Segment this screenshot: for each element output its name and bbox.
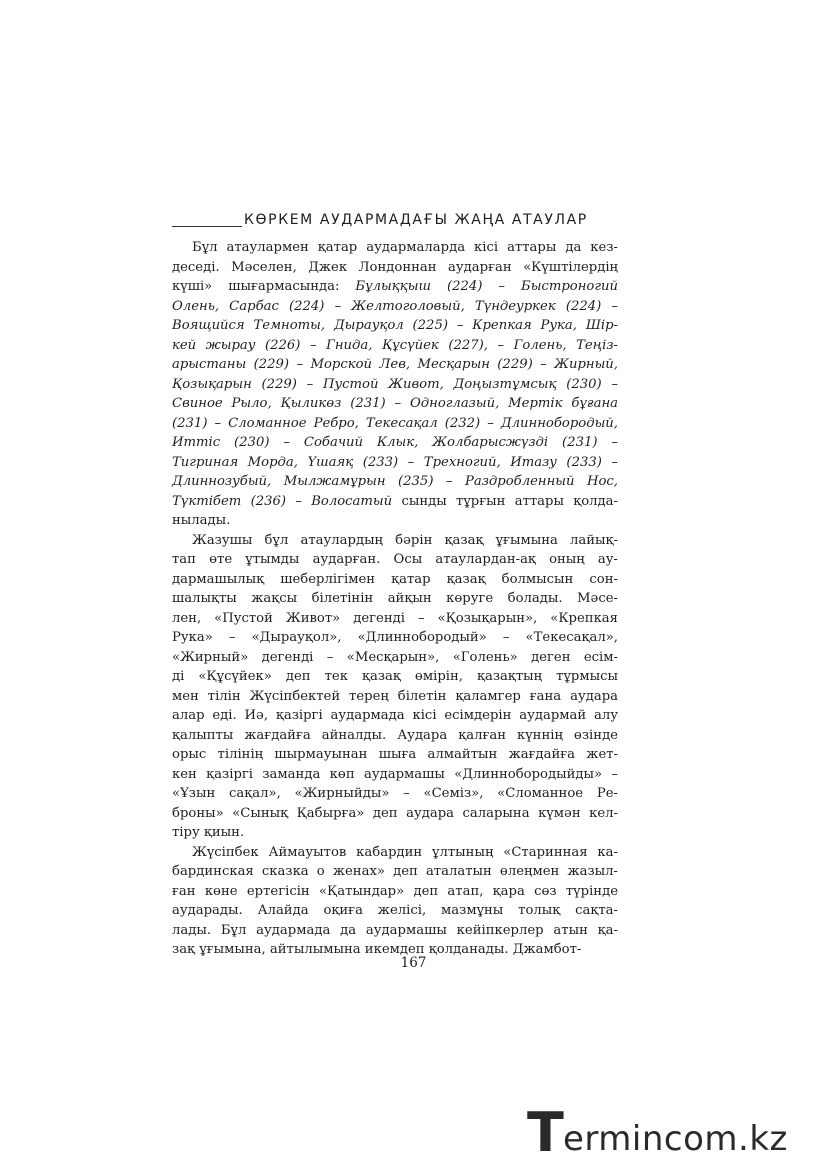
text-line xyxy=(172,316,618,336)
text-line xyxy=(172,238,618,258)
text-line xyxy=(172,667,618,687)
text-line xyxy=(172,843,618,863)
text-line xyxy=(172,765,618,785)
text-line xyxy=(172,297,618,317)
text-run: Жүсіпбек Аймауытов кабардин ұлтының «Старинная ка- xyxy=(192,844,618,860)
text-run: шалықты жақсы білетінін айқын көруге болады. Мәсе- xyxy=(172,591,618,606)
text-line xyxy=(172,823,618,843)
text-line xyxy=(172,511,618,531)
text-run: қалыпты жағдайға айналды. Аудара қалған күннің өзінде xyxy=(172,727,618,743)
text-run: зақ ұғымына, айтылымына икемдеп қолданады. Джамбот- xyxy=(172,942,582,957)
logo-first-letter: T xyxy=(527,1101,564,1164)
italic-text-run: Олень, Сарбас (224) – Желтоголовый, Түндеуркек (224) – xyxy=(172,298,618,314)
italic-text-run: Воящийся Темноты, Дырауқол (225) – Крепкая Рука, Шір- xyxy=(172,318,618,333)
terminkom-logo xyxy=(527,1102,812,1162)
text-line xyxy=(172,609,618,629)
text-run: «Ұзын сақал», «Жирныйды» – «Семіз», «Сломанное Ре- xyxy=(172,786,618,801)
logo-text: ermincom.kz xyxy=(563,1119,788,1159)
text-line xyxy=(172,336,618,356)
text-run: орыс тілінің шырмауынан шыға алмайтын жағдайға жет- xyxy=(172,747,618,762)
text-run: лен, «Пустой Живот» дегенді – «Қозықарын», «Крепкая xyxy=(172,610,618,626)
text-line xyxy=(172,882,618,902)
text-run: «Жирный» дегенді – «Месқарын», «Голень» деген есім- xyxy=(172,649,618,665)
italic-text-run: Тигриная Морда, Үшаяқ (233) – Трехногий, Итазу (233) – xyxy=(172,454,618,470)
text-line xyxy=(172,706,618,726)
italic-text-run: кей жырау (226) – Гнида, Құсүйек (227), – Голень, Теңіз- xyxy=(172,337,618,353)
page-number: 167 xyxy=(400,955,427,971)
text-line xyxy=(172,453,618,473)
text-line xyxy=(172,648,618,668)
italic-text-run: арыстаны (229) – Морской Лев, Месқарын (229) – Жирный, xyxy=(172,357,618,372)
text-run: лады. Бұл аудармада да аудармашы кейіпкерлер атын қа- xyxy=(172,922,618,938)
text-line xyxy=(172,862,618,882)
text-run: броны» «Сынық Қабырға» деп аудара саларына күмән кел- xyxy=(172,805,618,821)
text-line xyxy=(172,687,618,707)
text-run: күші» шығармасында: xyxy=(172,279,356,294)
text-line xyxy=(172,804,618,824)
text-line xyxy=(172,277,618,297)
text-run: бардинская сказка о женах» деп аталатын өлеңмен жазыл- xyxy=(172,864,618,879)
text-run: Жазушы бұл атаулардың бәрін қазақ ұғымына лайық- xyxy=(192,532,618,548)
text-run: тап өте ұтымды аударған. Осы атаулардан-ақ оның ау- xyxy=(172,552,618,567)
text-line xyxy=(172,745,618,765)
text-run: аударады. Алайда оқиға желісі, мазмұны толық сақта- xyxy=(172,903,618,918)
text-run: ған көне ертегісін «Қатындар» деп атап, қара сөз түрінде xyxy=(172,883,618,899)
italic-text-run: Қозықарын (229) – Пустой Живот, Доңызтұмсық (230) – xyxy=(172,376,618,392)
text-run: тіру қиын. xyxy=(172,825,245,840)
italic-text-run: Бұлыққыш (224) – Быстроногий xyxy=(355,279,618,294)
text-run: ді «Құсүйек» деп тек қазақ өмірін, қазақтың тұрмысы xyxy=(172,669,618,684)
body-text xyxy=(172,238,618,960)
text-run: нылады. xyxy=(172,513,231,528)
text-line xyxy=(172,258,618,278)
text-line xyxy=(172,921,618,941)
header-rule xyxy=(172,226,242,227)
text-line xyxy=(172,589,618,609)
paragraph xyxy=(172,843,618,960)
text-line xyxy=(172,394,618,414)
italic-text-run: Түктібет (236) – Волосатый xyxy=(172,493,393,509)
text-run: алар еді. Иә, қазіргі аудармада кісі есімдерін аудармай алу xyxy=(172,708,618,723)
text-line xyxy=(172,901,618,921)
text-line xyxy=(172,355,618,375)
paragraph xyxy=(172,531,618,843)
text-run: сынды тұрғын аттары қолда- xyxy=(392,493,618,509)
italic-text-run: (231) – Сломанное Ребро, Текесақал (232) – Длиннобородый, xyxy=(172,415,618,431)
text-line xyxy=(172,570,618,590)
text-run: Бұл атаулармен қатар аудармаларда кісі аттары да кез- xyxy=(192,240,618,255)
text-line xyxy=(172,375,618,395)
text-run: кен қазіргі заманда көп аудармашы «Длиннобородыйды» – xyxy=(172,766,618,782)
header-title: КӨРКЕМ АУДАРМАДАҒЫ ЖАҢА АТАУЛАР xyxy=(244,212,588,228)
text-run: дармашылық шеберлігімен қатар қазақ болмысын сон- xyxy=(172,571,618,587)
text-line xyxy=(172,433,618,453)
text-line xyxy=(172,784,618,804)
text-line xyxy=(172,492,618,512)
text-line xyxy=(172,550,618,570)
text-run: деседі. Мәселен, Джек Лондоннан аударған «Күштілердің xyxy=(172,259,618,275)
text-line xyxy=(172,726,618,746)
text-run: Рука» – «Дырауқол», «Длиннобородый» – «Текесақал», xyxy=(172,630,618,645)
text-line xyxy=(172,531,618,551)
running-header xyxy=(172,212,632,234)
text-line xyxy=(172,628,618,648)
text-line xyxy=(172,472,618,492)
text-run: мен тілін Жүсіпбектей терең білетін қаламгер ғана аудара xyxy=(172,688,618,704)
text-line xyxy=(172,414,618,434)
italic-text-run: Иттіс (230) – Собачий Клык, Жолбарысжүзді (231) – xyxy=(172,435,618,450)
paragraph xyxy=(172,238,618,531)
italic-text-run: Длиннозубый, Мылжамұрын (235) – Раздробленный Нос, xyxy=(172,474,618,489)
italic-text-run: Свиное Рыло, Қыликөз (231) – Одноглазый, Мертік бұғана xyxy=(172,396,618,411)
